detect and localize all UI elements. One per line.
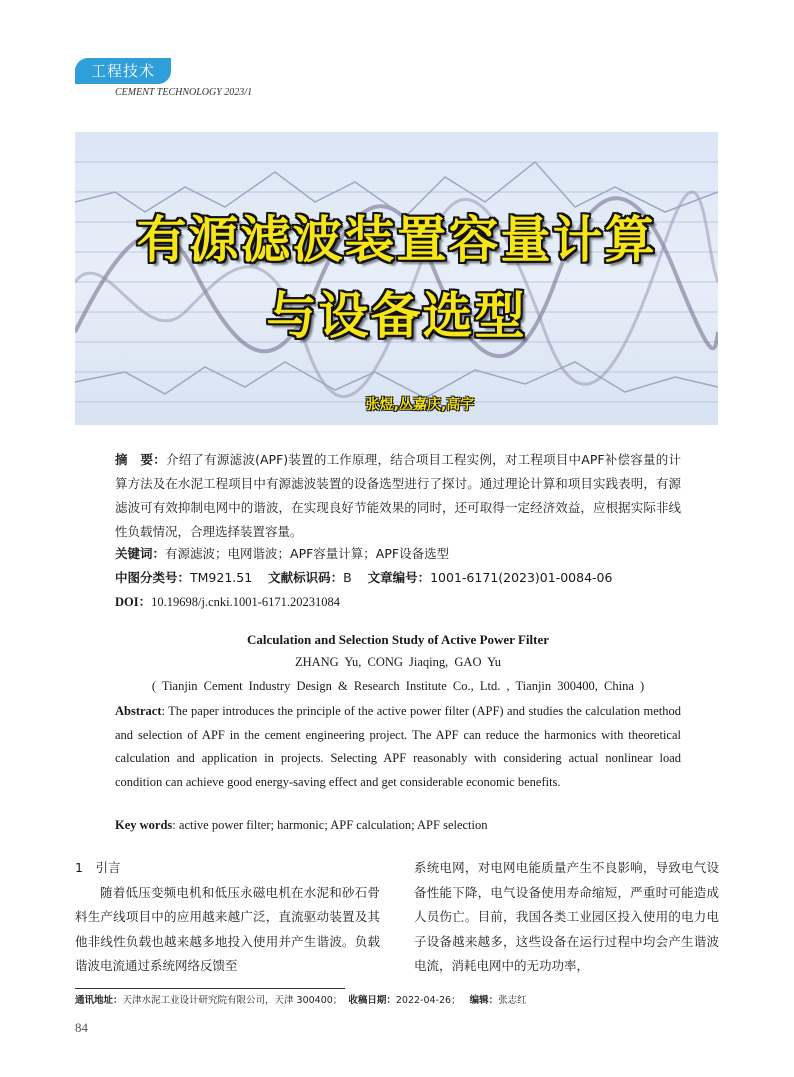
keywords-cn bbox=[115, 544, 449, 562]
received-label: 收稿日期： bbox=[348, 995, 396, 1006]
footnote bbox=[75, 992, 715, 1006]
page-number: 84 bbox=[75, 1020, 88, 1035]
keywords-cn-label: 关键词： bbox=[115, 546, 166, 561]
abstract-en bbox=[115, 700, 681, 794]
keywords-en-text: : active power filter; harmonic; APF calculation; APF selection bbox=[172, 818, 488, 832]
doi-line bbox=[115, 592, 340, 610]
classification-line bbox=[115, 568, 612, 586]
abstract-en-text: : The paper introduces the principle of the active power filter (APF) and studies the calculation method and selection of APF in the cement engineering project. The APF can reduce the harmonics with theoretical calculation and application in projects. Selecting APF reasonably with considering actual nonlinear load condition can achieve good energy-saving effect and get considerable economic benefits. bbox=[115, 704, 681, 789]
authors-cn: 张煜,丛嘉庆,高宇 bbox=[365, 397, 475, 413]
abstract-cn bbox=[115, 448, 681, 544]
article-number-value: 1001-6171(2023)01-0084-06 bbox=[430, 570, 613, 585]
doi-value: 10.19698/j.cnki.1001-6171.20231084 bbox=[151, 595, 341, 609]
section-tag: 工程技术 bbox=[75, 58, 171, 84]
article-number-label: 文章编号： bbox=[367, 570, 431, 585]
doi-label: DOI： bbox=[115, 595, 152, 609]
doc-code-label: 文献标识码： bbox=[268, 570, 344, 585]
title-line-1: 有源滤波装置容量计算 bbox=[136, 211, 657, 269]
abstract-en-label: Abstract bbox=[115, 704, 162, 718]
keywords-cn-text: 有源滤波；电网谐波；APF容量计算；APF设备选型 bbox=[165, 546, 450, 561]
address-label: 通讯地址： bbox=[75, 995, 123, 1006]
received-value: 2022-04-26； bbox=[395, 995, 461, 1006]
abstract-cn-text: 介绍了有源滤波(APF)装置的工作原理，结合项目工程实例，对工程项目中APF补偿容量的计算方法及在水泥工程项目中有源滤波装置的设备选型进行了探讨。通过理论计算和项目实践表明，有源滤波可有效抑制电网中的谐波，在实现良好节能效果的同时，还可取得一定经济效益，应根据实际非线性负载情况，合理选择装置容量。 bbox=[115, 452, 681, 539]
footnote-divider bbox=[75, 988, 345, 989]
body-column-right bbox=[414, 856, 719, 979]
journal-name: CEMENT TECHNOLOGY 2023/1 bbox=[115, 87, 253, 98]
clc-label: 中图分类号： bbox=[115, 570, 191, 585]
english-affiliation: ( Tianjin Cement Industry Design & Research Institute Co., Ltd. , Tianjin 300400, China ) bbox=[151, 679, 645, 693]
editor-value: 张志红 bbox=[498, 995, 527, 1006]
english-title: Calculation and Selection Study of Active Power Filter bbox=[247, 632, 549, 647]
body-paragraph-right: 系统电网，对电网电能质量产生不良影响，导致电气设备性能下降，电气设备使用寿命缩短，严重时可能造成人员伤亡。目前，我国各类工业园区投入使用的电力电子设备越来越多，这些设备在运行过程中均会产生谐波电流，消耗电网中的无功功率， bbox=[414, 860, 719, 973]
clc-value: TM921.51 bbox=[190, 570, 253, 585]
keywords-en bbox=[115, 818, 681, 833]
section-heading-intro: 1 引言 bbox=[75, 860, 121, 875]
editor-label: 编辑： bbox=[469, 995, 499, 1006]
title-line-2: 与设备选型 bbox=[266, 287, 527, 345]
body-paragraph-left: 随着低压变频电机和低压永磁电机在水泥和砂石骨料生产线项目中的应用越来越广泛，直流驱动装置及其他非线性负载也越来越多地投入使用并产生谐波。负载谐波电流通过系统网络反馈至 bbox=[75, 884, 380, 973]
title-banner bbox=[75, 132, 718, 425]
address-value: 天津水泥工业设计研究院有限公司，天津 300400； bbox=[122, 995, 343, 1006]
english-authors: ZHANG Yu, CONG Jiaqing, GAO Yu bbox=[294, 655, 502, 669]
keywords-en-label: Key words bbox=[115, 818, 173, 832]
doc-code-value: B bbox=[343, 570, 352, 585]
body-column-left bbox=[75, 856, 380, 979]
abstract-cn-label: 摘 要： bbox=[115, 452, 166, 467]
